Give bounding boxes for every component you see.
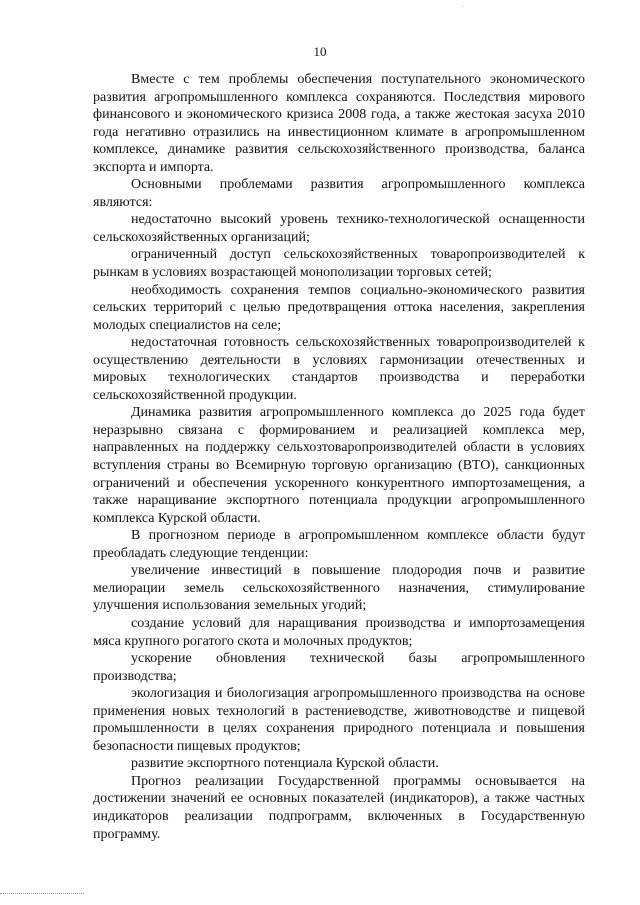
scan-artifact xyxy=(462,6,463,7)
footer-rule xyxy=(0,893,84,895)
paragraph: В прогнозном периоде в агропромышленном комплексе области будут преобладать следующие тенденции: xyxy=(93,528,585,561)
paragraph: Прогноз реализации Государственной программы основывается на достижении значений ее основных показателей (индикаторов), а также частных индикаторов реализации подпрограмм, включенных в Государственную программу. xyxy=(93,773,585,842)
list-item: увеличение инвестиций в повышение плодородия почв и развитие мелиорации земель сельскохозяйственного назначения, стимулирование улучшения использования земельных угодий; xyxy=(93,563,585,614)
paragraph: Вместе с тем проблемы обеспечения поступательного экономического развития агропромышленного комплекса сохраняются. Последствия мирового финансового и экономического кризиса 2008 года, а также жестокая засуха 2010 года негативно отразились на инвестиционном климате в агропромышленном комплексе, динамике развития сельскохозяйственного производства, баланса экспорта и импорта. xyxy=(93,72,585,175)
list-item: экологизация и биологизация агропромышленного производства на основе применения новых технологий в растениеводстве, животноводстве и пищевой промышленности в целях сохранения природного потенциала и повышения безопасности пищевых продуктов; xyxy=(93,686,585,754)
list-item: создание условий для наращивания производства и импортозамещения мяса крупного рогатого скота и молочных продуктов; xyxy=(93,615,585,649)
paragraph: Основными проблемами развития агропромышленного комплекса являются: xyxy=(93,177,585,210)
paragraph: Динамика развития агропромышленного комплекса до 2025 года будет неразрывно связана с формированием и реализацией комплекса мер, направленных на поддержку сельхозтоваропроизводителей области в условиях вступления страны во Всемирную торговую организацию (ВТО), санкционных ограничений и обеспечения ускоренного конкурентного импортозамещения, а также наращивание экспортного потенциала продукции агропромышленного комплекса Курской области. xyxy=(93,405,585,526)
list-item: развитие экспортного потенциала Курской области. xyxy=(131,756,439,772)
page-number: 10 xyxy=(313,44,327,59)
list-item: ускорение обновления технической базы агропромышленного производства; xyxy=(93,651,585,684)
list-item: необходимость сохранения темпов социально-экономического развития сельских территорий с целью предотвращения оттока населения, закрепления молодых специалистов на селе; xyxy=(93,282,585,333)
list-item: недостаточная готовность сельскохозяйственных товаропроизводителей к осуществлению деятельности в условиях гармонизации отечественных и мировых технологических стандартов производства и переработки сельскохозяйственной продукции. xyxy=(93,335,585,403)
list-item: ограниченный доступ сельскохозяйственных товаропроизводителей к рынкам в условиях возрастающей монополизации торговых сетей; xyxy=(93,247,585,281)
list-item: недостаточно высокий уровень технико-технологической оснащенности сельскохозяйственных организаций; xyxy=(93,212,585,245)
body-text xyxy=(93,71,585,843)
